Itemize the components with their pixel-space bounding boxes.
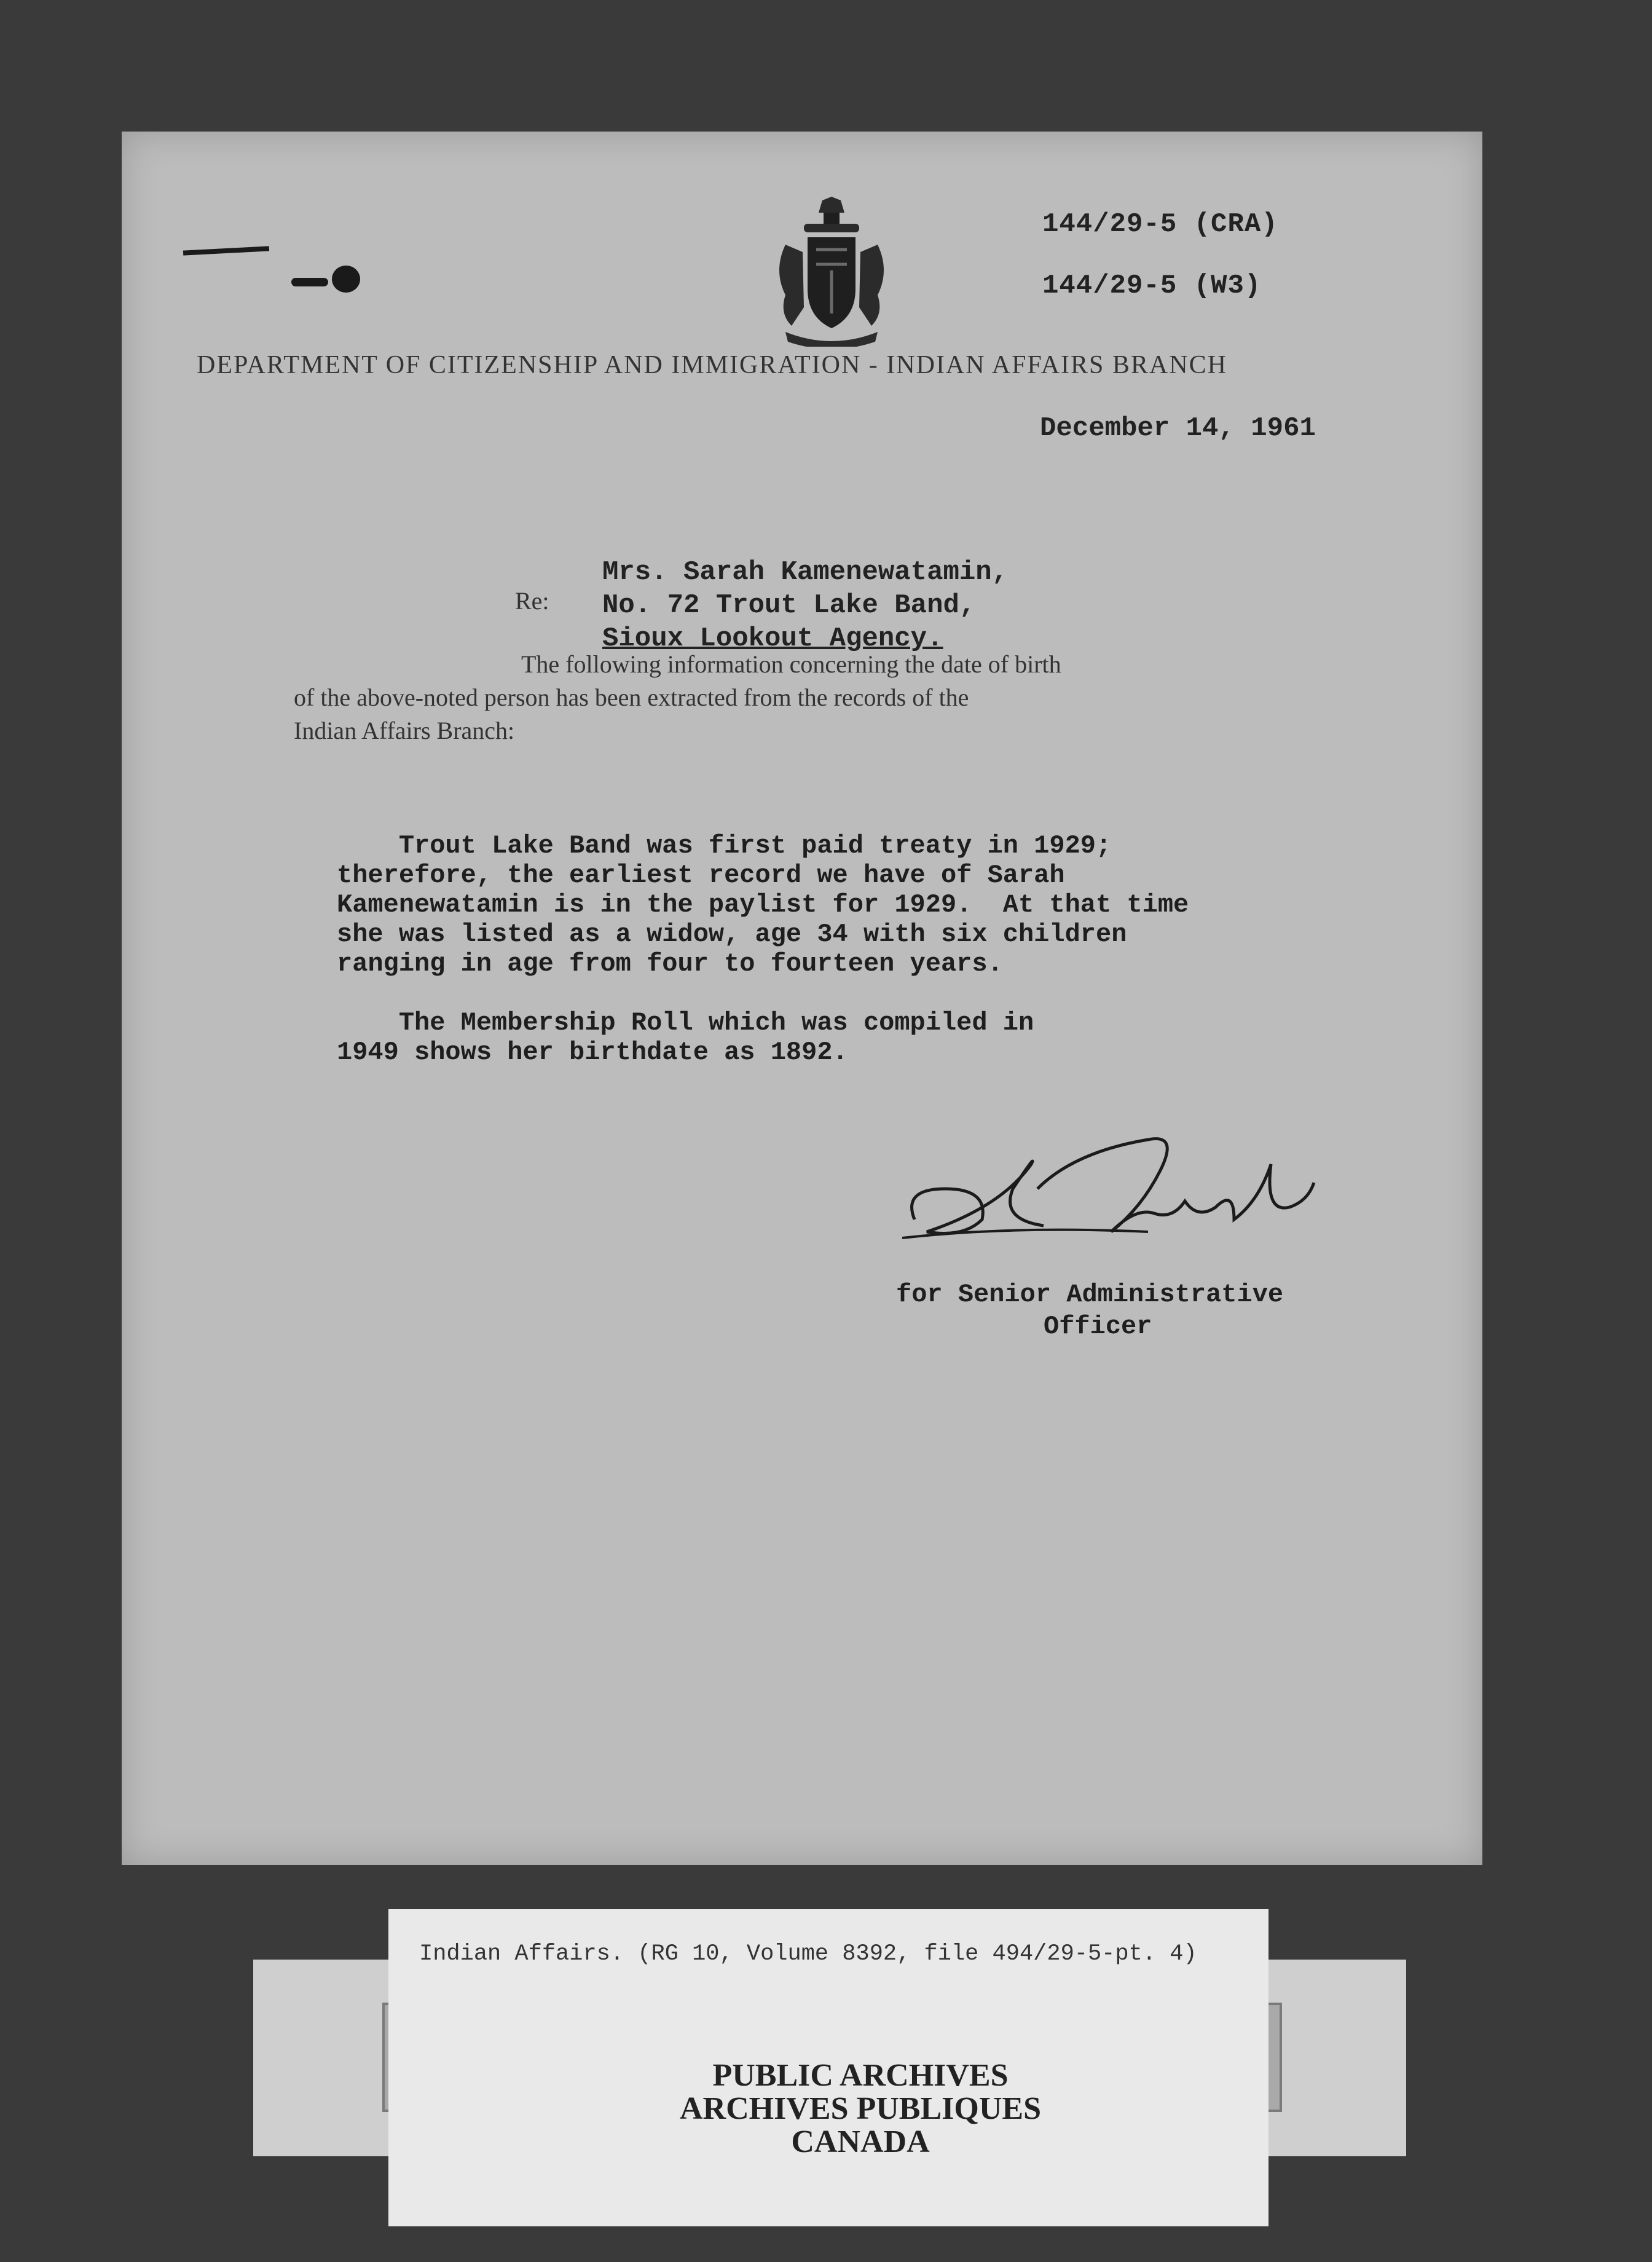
intro-paragraph	[294, 648, 1461, 747]
archive-citation: Indian Affairs. (RG 10, Volume 8392, file 494/29-5-pt. 4)	[419, 1941, 1197, 1967]
file-reference: 144/29-5 (W3)	[1042, 270, 1262, 301]
re-line: No. 72 Trout Lake Band,	[602, 590, 976, 621]
archive-stamp	[584, 2059, 1137, 2159]
letter-date: December 14, 1961	[1040, 413, 1316, 444]
paragraph-line: Trout Lake Band was first paid treaty in 1929;	[337, 831, 1112, 861]
file-reference: 144/29-5 (CRA)	[1042, 209, 1278, 240]
paragraph-line: The Membership Roll which was compiled in	[337, 1008, 1034, 1038]
ink-blot	[332, 266, 360, 293]
stamp-line: ARCHIVES PUBLIQUES	[679, 2091, 1042, 2126]
signer-line: for Senior Administrative	[896, 1280, 1284, 1309]
paragraph-line: ranging in age from four to fourteen years.	[337, 949, 1003, 979]
letter-page	[122, 132, 1482, 1865]
department-heading: DEPARTMENT OF CITIZENSHIP AND IMMIGRATION - INDIAN AFFAIRS BRANCH	[197, 351, 1227, 379]
intro-line: The following information concerning the date of birth	[521, 650, 1061, 678]
intro-line: Indian Affairs Branch:	[294, 717, 515, 744]
re-line: Sioux Lookout Agency.	[602, 623, 943, 654]
stamp-line: CANADA	[791, 2124, 930, 2159]
smudge-mark	[183, 246, 269, 255]
paragraph-line: she was listed as a widow, age 34 with six children	[337, 920, 1127, 949]
ink-smear	[291, 278, 328, 286]
re-subject-block	[602, 556, 1008, 655]
handwritten-signature	[890, 1115, 1332, 1275]
re-line: Mrs. Sarah Kamenewatamin,	[602, 557, 1009, 588]
paragraph-gap	[337, 979, 1504, 1008]
signer-line: Officer	[1044, 1312, 1152, 1341]
coat-of-arms-icon	[767, 197, 896, 347]
paragraph-line: Kamenewatamin is in the paylist for 1929. At that time	[337, 890, 1189, 920]
body-text	[337, 831, 1504, 1067]
paragraph-line: therefore, the earliest record we have of Sarah	[337, 861, 1065, 890]
paragraph-line: 1949 shows her birthdate as 1892.	[337, 1038, 848, 1067]
intro-line: of the above-noted person has been extracted from the records of the	[294, 684, 969, 711]
stamp-line: PUBLIC ARCHIVES	[712, 2058, 1009, 2093]
signer-block	[896, 1279, 1283, 1342]
re-label: Re:	[515, 587, 549, 615]
